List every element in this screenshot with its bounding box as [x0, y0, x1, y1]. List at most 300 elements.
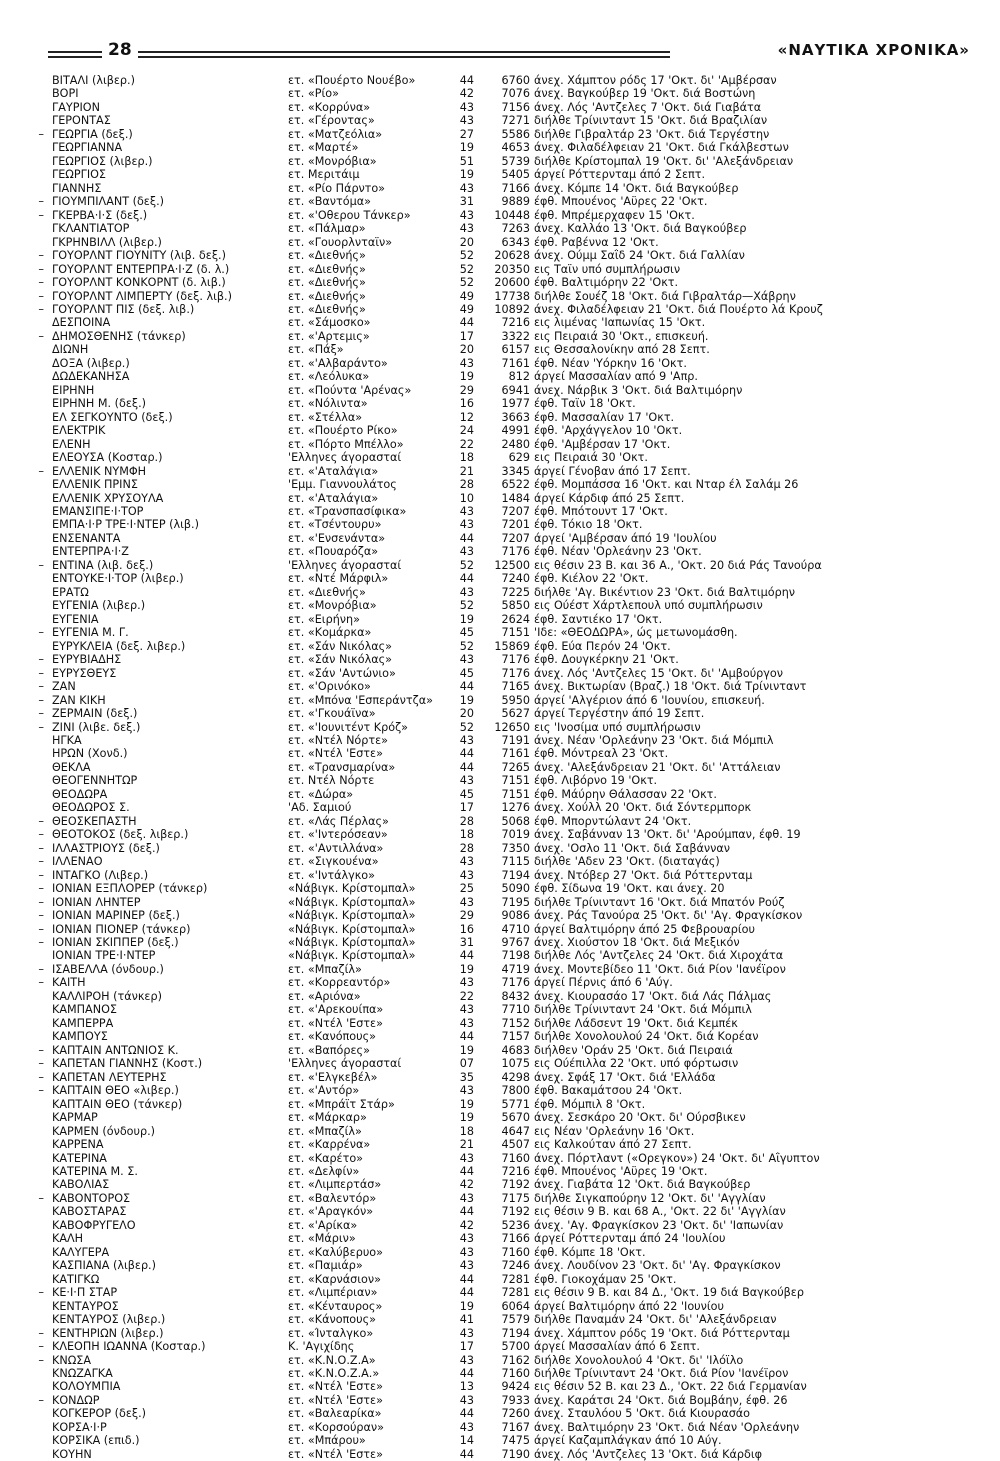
agent: «Νάβιγκ. Κρίστομπαλ»	[288, 895, 416, 909]
table-row	[52, 1098, 964, 1111]
table-row	[38, 329, 964, 343]
status: έφθ. Μόντρεαλ 23 'Οκτ.	[534, 747, 669, 761]
tonnage: 7160	[501, 1367, 530, 1380]
agent: ετ. «Κομάρκα»	[288, 626, 372, 640]
agent: ετ. «Τρανσπασίφικα»	[288, 505, 407, 518]
table-row	[52, 1434, 964, 1447]
ship-name: ΚΑΜΠΕΡΡΑ	[52, 1016, 114, 1030]
agent: ετ. «Δώρα»	[288, 787, 354, 801]
agent: ετ. «Κάνοπους»	[288, 1313, 377, 1327]
ship-name: ΓΟΥΟΡΛΝΤ ΓΙΟΥΝΙΤΥ (λιβ. δεξ.)	[52, 249, 226, 263]
status: έφθ. Μπουένος 'Αϋρες 22 'Οκτ.	[534, 195, 708, 209]
status: άργεί Τεργέστην άπό 19 Σεπτ.	[534, 707, 705, 721]
table-row	[38, 558, 964, 572]
year: 49	[459, 289, 474, 303]
status: άνεχ. Βικτωρίαν (Βραζ.) 18 'Οκτ. διά Τρίνινταντ	[534, 680, 807, 694]
ship-name: ΚΑΠΕΤΑΝ ΛΕΥΤΕΡΗΣ	[52, 1070, 167, 1084]
year: 44	[459, 531, 474, 545]
tonnage: 629	[508, 451, 530, 465]
ship-name: ΚΛΕΟΠΗ ΙΩΑΝΝΑ (Κοσταρ.)	[52, 1340, 206, 1354]
status: εις Πειραιά 30 'Οκτ.	[534, 451, 648, 465]
tonnage: 20600	[494, 276, 530, 290]
ship-name: ΕΝΤΙΝΑ (λιβ. δεξ.)	[52, 558, 154, 572]
tonnage: 7281	[501, 1272, 530, 1286]
tonnage: 5068	[501, 814, 530, 828]
tonnage: 5586	[501, 127, 530, 141]
year: 43	[459, 868, 474, 882]
year: 43	[459, 1326, 474, 1340]
year: 43	[459, 585, 474, 599]
status: έφθ. Βακαμάτσου 24 'Οκτ.	[534, 1084, 683, 1098]
table-row	[38, 882, 964, 896]
tonnage: 7198	[501, 949, 530, 963]
year: 42	[459, 1178, 474, 1192]
year: 19	[459, 1043, 474, 1057]
margin-mark: –	[38, 289, 44, 303]
status: διήλθε Παναμάν 24 'Οκτ. δι' 'Αλεξάνδρειαν	[534, 1313, 777, 1327]
ship-name: ΕΥΓΕΝΙΑ (λιβερ.)	[52, 599, 146, 613]
status: άργεί Μασσαλίαν από 9 'Απρ.	[534, 370, 698, 384]
year: 28	[459, 478, 474, 492]
tonnage: 7201	[501, 518, 530, 532]
status: έφθ. Ταϊν 18 'Οκτ.	[534, 397, 636, 411]
status: άργεί Πέρνις άπό 6 'Αύγ.	[534, 976, 673, 990]
table-row	[52, 801, 964, 814]
ship-name: ΓΕΡΟΝΤΑΣ	[52, 114, 111, 128]
year: 43	[459, 976, 474, 990]
tonnage: 7156	[501, 100, 530, 114]
year: 43	[459, 1151, 474, 1165]
agent: «Νάβιγκ. Κρίστομπαλ»	[288, 949, 416, 963]
agent: ετ. «Λεόλυκα»	[288, 370, 370, 384]
table-row	[52, 640, 964, 653]
margin-mark: –	[38, 653, 44, 667]
table-row	[52, 1407, 964, 1420]
tonnage: 7151	[501, 787, 530, 801]
year: 43	[459, 181, 474, 195]
year: 19	[459, 370, 474, 384]
margin-mark: –	[38, 127, 44, 141]
agent: ετ. «Βαλεντόρ»	[288, 1191, 377, 1205]
tonnage: 5627	[501, 707, 530, 721]
ship-name: ΚΝΩΖΑΓΚΑ	[52, 1367, 113, 1380]
table-row	[38, 976, 964, 990]
agent: ετ. «Πουέρτο Ρίκο»	[288, 424, 398, 438]
ship-name: ΚΟΥΗΝ	[52, 1447, 92, 1461]
status: εις Νέαν 'Ορλεάνην 16 'Οκτ.	[534, 1124, 695, 1138]
status: άνεχ. 'Αλεξάνδρειαν 21 'Οκτ. δι' 'Αττάλειαν	[534, 760, 781, 774]
ship-name: ΙΛΛΑΣΤΡΙΟΥΣ (δεξ.)	[52, 841, 160, 855]
status: έφθ. Βαλτιμόρην 22 'Οκτ.	[534, 276, 679, 290]
year: 44	[459, 760, 474, 774]
year: 43	[459, 505, 474, 518]
ship-name: ΕΝΤΟΥΚΕ·Ι·ΤΟΡ (λιβερ.)	[52, 572, 184, 586]
tonnage: 1276	[501, 801, 530, 815]
table-row	[52, 182, 964, 195]
tonnage: 7195	[501, 895, 530, 909]
table-row	[38, 868, 964, 882]
status: διήλθε Γιβραλτάρ 23 'Οκτ. διά Τεργέστην	[534, 127, 770, 141]
agent: ετ. «Πουαρόζα»	[288, 545, 379, 559]
year: 21	[459, 464, 474, 478]
tonnage: 4683	[501, 1043, 530, 1057]
table-row	[52, 101, 964, 114]
agent: ετ. «Καρέτο»	[288, 1151, 364, 1165]
tonnage: 7176	[501, 976, 530, 990]
agent: ετ. «Γουορλνταϊν»	[288, 235, 393, 249]
table-row	[52, 451, 964, 464]
status: εις Καλκούταν άπό 27 Σεπτ.	[534, 1138, 692, 1152]
margin-mark: –	[38, 855, 44, 869]
year: 27	[459, 127, 474, 141]
ship-name: ΖΕΡΜΑΙΝ (δεξ.)	[52, 707, 138, 721]
tonnage: 6522	[501, 478, 530, 492]
margin-mark: –	[38, 882, 44, 896]
year: 43	[459, 1420, 474, 1434]
ship-name: ΚΑΒΟΛΙΑΣ	[52, 1178, 110, 1192]
agent: «Νάβιγκ. Κρίστομπαλ»	[288, 882, 416, 896]
ship-name: ΕΛΛΕΝΙΚ ΧΡΥΣΟΥΛΑ	[52, 491, 164, 505]
agent: «Νάβιγκ. Κρίστομπαλ»	[288, 922, 416, 936]
year: 20	[459, 707, 474, 721]
agent: ετ. «'Ιντερόσεαν»	[288, 828, 388, 842]
ship-name: ΙΟΝΙΑΝ ΕΞΠΛΟΡΕΡ (τάνκερ)	[52, 882, 208, 896]
tonnage: 7115	[501, 855, 530, 869]
tonnage: 5950	[501, 693, 530, 707]
ship-name: ΘΕΟΤΟΚΟΣ (δεξ. λιβερ.)	[52, 828, 189, 842]
year: 12	[459, 410, 474, 424]
tonnage: 6064	[501, 1299, 530, 1313]
agent: ετ. «Σάν Νικόλας»	[288, 653, 392, 667]
ship-name: ΙΟΝΙΑΝ ΤΡΕ·Ι·ΝΤΕΡ	[52, 949, 156, 963]
agent: Κ. 'Αγιχίδης	[288, 1340, 355, 1354]
table-row	[52, 505, 964, 518]
table-row	[52, 1030, 964, 1043]
tonnage: 7176	[501, 653, 530, 667]
ship-name: ΖΑΝ ΚΙΚΗ	[52, 693, 106, 707]
ship-name: ΗΓΚΑ	[52, 733, 82, 747]
ship-name: ΙΣΑΒΕΛΛΑ (όνδουρ.)	[52, 962, 164, 976]
status: διήλθε Χονολουλού 4 'Οκτ. δι' 'Ιλόϊλο	[534, 1353, 744, 1367]
tonnage: 20350	[494, 262, 530, 276]
table-row	[38, 289, 964, 303]
tonnage: 7176	[501, 666, 530, 680]
year: 43	[459, 1245, 474, 1259]
ship-name: ΚΑΡΡΕΝΑ	[52, 1138, 104, 1152]
ship-name: ΒΟΡΙ	[52, 87, 79, 101]
table-row	[52, 492, 964, 505]
tonnage: 7216	[501, 316, 530, 330]
ship-name: ΔΩΔΕΚΑΝΗΣΑ	[52, 370, 130, 384]
ship-name: ΕΥΡΥΣΘΕΥΣ	[52, 666, 117, 680]
table-row	[52, 990, 964, 1003]
agent: ετ. «Ντέλ 'Εστε»	[288, 1016, 383, 1030]
tonnage: 7165	[501, 680, 530, 694]
ship-name: ΚΑΒΟΝΤΟΡΟΣ	[52, 1191, 131, 1205]
status: άνεχ. Καλλάο 13 'Οκτ. διά Βαγκούβερ	[534, 222, 747, 236]
agent: ετ. «Μάριν»	[288, 1232, 356, 1246]
tonnage: 7240	[501, 572, 530, 586]
year: 43	[459, 1191, 474, 1205]
agent: ετ. «'Αρίκα»	[288, 1218, 358, 1232]
year: 52	[459, 249, 474, 263]
year: 52	[459, 558, 474, 572]
tonnage: 7191	[501, 733, 530, 747]
tonnage: 2624	[501, 612, 530, 626]
year: 44	[459, 1407, 474, 1421]
tonnage: 4653	[501, 141, 530, 155]
status: άνεχ. Καράτσι 24 'Οκτ. διά Βομβάην, έφθ. 26	[534, 1393, 788, 1407]
year: 43	[459, 653, 474, 667]
margin-mark: –	[38, 828, 44, 842]
tonnage: 7216	[501, 1164, 530, 1178]
tonnage: 812	[508, 370, 530, 384]
status: άνεχ. Φιλαδέλφειαν 21 'Οκτ. διά Γκάλβεστων	[534, 141, 789, 155]
ship-name: ΚΕΝΤΑΥΡΟΣ (λιβερ.)	[52, 1313, 166, 1327]
tonnage: 17738	[494, 289, 530, 303]
agent: ετ. «Τσέντουρυ»	[288, 518, 382, 532]
year: 51	[459, 154, 474, 168]
year: 52	[459, 599, 474, 613]
margin-mark: –	[38, 1286, 44, 1300]
table-row	[52, 747, 964, 760]
margin-mark: –	[38, 208, 44, 222]
table-row	[52, 586, 964, 599]
status: εις Ούέπιλλα 22 'Οκτ. υπό φόρτωσιν	[534, 1057, 739, 1071]
agent: ετ. «Μαρτέ»	[288, 141, 359, 155]
tonnage: 7192	[501, 1205, 530, 1219]
status: άνεχ. Σταυλόου 5 'Οκτ. διά Κιουρασάο	[534, 1407, 751, 1421]
agent: ετ. «Μονρόβια»	[288, 154, 377, 168]
tonnage: 6157	[501, 343, 530, 357]
ship-name: ΕΛΕΟΥΣΑ (Κοσταρ.)	[52, 451, 163, 465]
ship-name: ΕΝΣΕΝΑΝΤΑ	[52, 531, 121, 545]
status: εις θέσιν 23 Β. και 36 Α., 'Οκτ. 20 διά Ράς Τανούρα	[534, 558, 822, 572]
table-row	[38, 666, 964, 680]
ship-name: ΕΛΕΚΤΡΙΚ	[52, 424, 106, 438]
tonnage: 7207	[501, 531, 530, 545]
agent: ετ. «Γέροντας»	[288, 114, 375, 128]
margin-mark: –	[38, 680, 44, 694]
status: άνεχ. Κιουρασάο 17 'Οκτ. διά Λάς Πάλμας	[534, 989, 772, 1003]
agent: ετ. «Ρίο»	[288, 87, 339, 101]
ship-name: ΕΙΡΗΝΗ	[52, 383, 95, 397]
status: έφθ. Μπορντώλαντ 24 'Οκτ.	[534, 814, 692, 828]
tonnage: 15869	[494, 639, 530, 653]
table-row	[52, 343, 964, 356]
table-row	[52, 411, 964, 424]
ship-name: ΖΙΝΙ (λιβε. δεξ.)	[52, 720, 141, 734]
table-row	[52, 155, 964, 168]
ship-name: ΕΡΑΤΩ	[52, 585, 89, 599]
agent: ετ. «Σάν Νικόλας»	[288, 639, 392, 653]
agent: «Νάβιγκ. Κρίστομπαλ»	[288, 936, 416, 949]
table-row	[52, 74, 964, 87]
tonnage: 3322	[501, 329, 530, 343]
status: άργεί Γένοβαν άπό 17 Σεπτ.	[534, 464, 691, 478]
status: έφθ. 'Αρχάγγελον 10 'Οκτ.	[534, 424, 683, 438]
tonnage: 6343	[501, 235, 530, 249]
ship-name: ΚΑΛΗ	[52, 1232, 84, 1246]
ship-name: ΘΕΟΓΕΝΝΗΤΩΡ	[52, 774, 138, 788]
status: διήλθε Σιγκαπούρην 12 'Οκτ. δι' 'Αγγλίαν	[534, 1191, 766, 1205]
tonnage: 7176	[501, 545, 530, 559]
ship-name: ΓΙΑΝΝΗΣ	[52, 181, 102, 195]
ship-name: ΚΑΠΤΑΙΝ ΘΕΟ (τάνκερ)	[52, 1097, 183, 1111]
agent: ετ. «Διεθνής»	[288, 585, 366, 599]
tonnage: 7161	[501, 747, 530, 761]
status: εις Ταϊν υπό συμπλήρωσιν	[534, 262, 681, 276]
agent: ετ. «Βαντόμα»	[288, 195, 371, 209]
table-row	[52, 1003, 964, 1016]
agent: ετ. «Κένταυρος»	[288, 1299, 383, 1313]
year: 14	[459, 1434, 474, 1448]
table-row	[52, 1421, 964, 1434]
year: 52	[459, 720, 474, 734]
agent: ετ. «Διεθνής»	[288, 302, 366, 316]
status: έφθ. Μασσαλίαν 17 'Οκτ.	[534, 410, 675, 424]
year: 13	[459, 1380, 474, 1394]
margin-mark: –	[38, 922, 44, 936]
tonnage: 7167	[501, 1420, 530, 1434]
margin-mark: –	[38, 276, 44, 290]
year: 42	[459, 1218, 474, 1232]
margin-mark: –	[38, 1191, 44, 1205]
agent: ετ. «Κορρύνα»	[288, 100, 371, 114]
agent: ετ. «Μπαζίλ»	[288, 962, 362, 976]
tonnage: 3345	[501, 464, 530, 478]
status: έφθ. Μόμπιλ 8 'Οκτ.	[534, 1097, 646, 1111]
tonnage: 7152	[501, 1016, 530, 1030]
agent: ετ. Ντέλ Νόρτε	[288, 774, 375, 788]
ship-name: ΚΕΝΤΗΡΙΩΝ (λιβερ.)	[52, 1326, 164, 1340]
status: άνεχ. Ράς Τανούρα 25 'Οκτ. δι' 'Αγ. Φραγκίσκον	[534, 909, 803, 923]
tonnage: 4647	[501, 1124, 530, 1138]
agent: ετ. «'Γκουάϊνα»	[288, 707, 376, 721]
ship-name: ΚΑΤΙΓΚΩ	[52, 1272, 100, 1286]
ship-name: ΙΟΝΙΑΝ ΣΚΙΠΠΕΡ (δεξ.)	[52, 936, 179, 949]
status: εις λιμένας 'Ιαπωνίας 15 'Οκτ.	[534, 316, 706, 330]
ship-name: ΚΕ·Ι·Π ΣΤΑΡ	[52, 1286, 118, 1300]
status: άνεχ. Λός 'Αντζελες 15 'Οκτ. δι' 'Αμβούργον	[534, 666, 783, 680]
page-header	[48, 40, 970, 66]
ship-name: ΚΑΜΠΟΥΣ	[52, 1030, 108, 1044]
agent: ετ. «Ντέλ 'Εστε»	[288, 747, 383, 761]
tonnage: 7579	[501, 1313, 530, 1327]
ship-name: ΚΟΡΣΙΚΑ (επιδ.)	[52, 1434, 140, 1448]
agent: ετ. «Ντέ Μάρφιλ»	[288, 572, 389, 586]
ship-name: ΙΛΛΕΝΑΟ	[52, 855, 103, 869]
status: διήλθε Τρίνινταντ 24 'Οκτ. διά Ρίον 'Ιανέϊρον	[534, 1367, 789, 1380]
tonnage: 4298	[501, 1070, 530, 1084]
year: 43	[459, 1232, 474, 1246]
ship-name: ΙΝΤΑΓΚΟ (Λιβερ.)	[52, 868, 149, 882]
year: 42	[459, 87, 474, 101]
year: 44	[459, 949, 474, 963]
table-row	[52, 397, 964, 410]
status: άργεί 'Αμβέρσαν άπό 19 'Ιουλίου	[534, 531, 717, 545]
status: έφθ. Εύα Περόν 24 'Οκτ.	[534, 639, 671, 653]
ship-name: ΚΝΩΣΑ	[52, 1353, 91, 1367]
table-row	[52, 734, 964, 747]
status: άργεί Βαλτιμόρην άπό 22 'Ιουνίου	[534, 1299, 724, 1313]
table-row	[38, 1191, 964, 1205]
ship-name: ΘΕΟΔΩΡΟΣ Σ.	[52, 801, 130, 815]
ship-name: ΚΑΠΤΑΙΝ ΑΝΤΩΝΙΟΣ Κ.	[52, 1043, 179, 1057]
table-row	[52, 357, 964, 370]
status: έφθ. Μπρέμερχαφεν 15 'Οκτ.	[534, 208, 695, 222]
rule-mid	[138, 51, 670, 53]
ship-name: ΚΑΡΜΕΝ (όνδουρ.)	[52, 1124, 156, 1138]
agent: ετ. «Ρίο Πάρνто»	[288, 181, 386, 195]
year: 44	[459, 1367, 474, 1380]
table-row	[52, 1138, 964, 1151]
tonnage: 5670	[501, 1111, 530, 1125]
agent: «Νάβιγκ. Κρίστομπαλ»	[288, 909, 416, 923]
tonnage: 7162	[501, 1353, 530, 1367]
status: άνεχ. Βαλτιμόρην 23 'Οκτ. διά Νέαν 'Ορλεάνην	[534, 1420, 800, 1434]
agent: ετ. «Σιγκουένα»	[288, 855, 379, 869]
status: έφθ. Τόκιο 18 'Οκτ.	[534, 518, 643, 532]
ship-name: ΓΟΥΟΡΛΝΤ ΠΙΣ (δεξ. λιβ.)	[52, 302, 195, 316]
margin-mark: –	[38, 814, 44, 828]
agent: ετ. «Νόλιντα»	[288, 397, 368, 411]
agent: ετ. «Κορρεαντόρ»	[288, 976, 391, 990]
status: διήλθε Λός 'Αντζελες 24 'Οκτ. διά Χιροχάτα	[534, 949, 784, 963]
table-row	[52, 1165, 964, 1178]
table-row	[38, 814, 964, 828]
tonnage: 9889	[501, 195, 530, 209]
table-row	[52, 545, 964, 558]
margin-mark: –	[38, 909, 44, 923]
year: 43	[459, 1084, 474, 1098]
table-row	[52, 774, 964, 787]
status: έφθ. Ραβέννα 12 'Οκτ.	[534, 235, 659, 249]
margin-mark: –	[38, 626, 44, 640]
agent: ετ. «'Ιντάλγκο»	[288, 868, 375, 882]
year: 43	[459, 1003, 474, 1017]
table-row	[52, 761, 964, 774]
table-row	[52, 424, 964, 437]
margin-mark: –	[38, 329, 44, 343]
tonnage: 7263	[501, 222, 530, 236]
table-row	[38, 895, 964, 909]
status: διήλθε 'Αγ. Βικέντιον 23 'Οκτ. διά Βαλτιμόρην	[534, 585, 796, 599]
agent: ετ. «Ίνταλγκο»	[288, 1326, 374, 1340]
year: 19	[459, 693, 474, 707]
year: 28	[459, 841, 474, 855]
ship-list	[38, 74, 964, 1461]
table-row	[52, 949, 964, 962]
status: έφθ. Μπουένος 'Αϋρες 19 'Οκτ.	[534, 1164, 708, 1178]
table-row	[52, 1259, 964, 1272]
margin-mark: –	[38, 976, 44, 990]
table-row	[52, 1125, 964, 1138]
agent: ετ. «Κορσούραν»	[288, 1420, 385, 1434]
tonnage: 7175	[501, 1191, 530, 1205]
margin-mark: –	[38, 195, 44, 209]
ship-name: ΚΑΛΛΙΡΟΗ (τάνκερ)	[52, 989, 162, 1003]
table-row	[38, 1326, 964, 1340]
ship-name: ΕΛΛΕΝΙΚ ΠΡΙΝΣ	[52, 478, 138, 492]
table-row	[52, 1313, 964, 1326]
agent: ετ. «Αριόνα»	[288, 989, 361, 1003]
table-row	[52, 114, 964, 127]
status: έφθ. Κιέλον 22 'Οκτ.	[534, 572, 649, 586]
tonnage: 4710	[501, 922, 530, 936]
status: άνεχ. Ντόβερ 27 'Οκτ. διά Ρόττερνταμ	[534, 868, 753, 882]
table-row	[38, 909, 964, 923]
